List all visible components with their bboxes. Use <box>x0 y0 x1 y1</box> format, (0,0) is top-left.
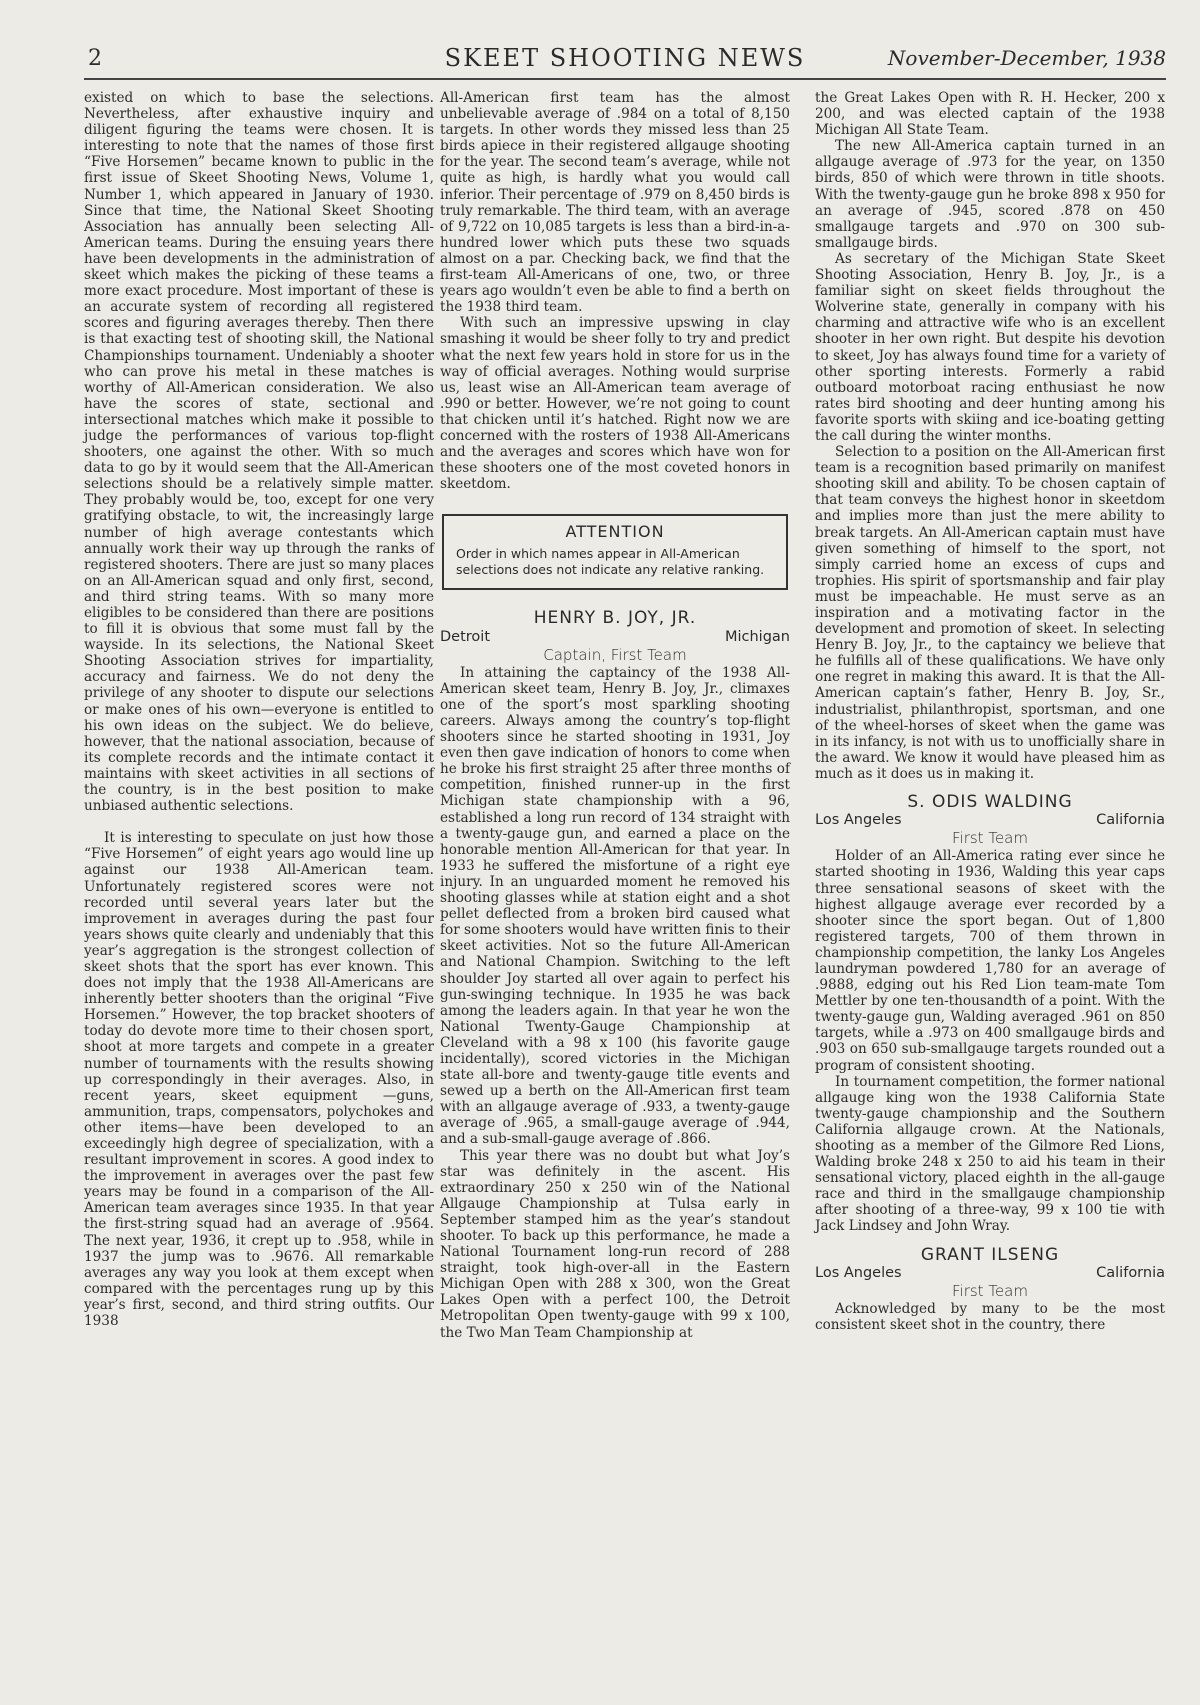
shooter-state: California <box>1096 1264 1165 1281</box>
shooter-state: Michigan <box>724 628 790 645</box>
paragraph: Selection to a position on the All-American first team is a recognition based primarily on manifest shooting skill and ability. To be chosen captain of that team conveys the highest honor in skeetdom and implies more than just the mere ability to break targets. An All-American captain must have given something of himself to the sport, not simply carried home an excess of cups and trophies. His spirit of sportsmanship and fair play must be impeachable. He must serve as an inspiration and a motivating factor in the development and promotion of skeet. In selecting Henry B. Joy, Jr., to the captaincy we believe that he fulfills all of these qualifications. We have only one regret in making this award. It is that the All-American captain’s father, Henry B. Joy, Sr., industrialist, philanthropist, sportsman, and one of the wheel-horses of skeet when the game was in its infancy, is not with us to unofficially share in the award. We know it would have pleased him as much as it does us in making it. <box>815 444 1165 782</box>
shooter-name: S. ODIS WALDING <box>907 792 1073 813</box>
paragraph: the Great Lakes Open with R. H. Hecker, 200 x 200, and was elected captain of the 1938 Michigan All State Team. <box>815 90 1165 139</box>
shooter-name: HENRY B. JOY, JR. <box>533 608 697 629</box>
paragraph: In attaining the captaincy of the 1938 All-American skeet team, Henry B. Joy, Jr., climaxes one of the sport’s most sparkling shooting careers. Always among the country’s top-flight shooters since he started shooting in 1931, Joy even then gave indication of honors to come when he broke his first straight 25 after three months of competition, finished runner-up in the first Michigan state championship with a 96, established a long run record of 134 straight with a twenty-gauge gun, and earned a place on the honorable mention All-American for that year. In 1933 he suffered the misfortune of a right eye injury. In an unguarded moment he removed his shooting glasses while at station eight and a shot pellet deflected from a broken bird caused what for some shooters would have written finis to their skeet activities. Not so the future All-American and National Champion. Switching to the left shoulder Joy started all over again to perfect his gun-swinging technique. In 1935 he was back among the leaders again. In that year he won the National Twenty-Gauge Championship at Cleveland with a 98 x 100 (his favorite gauge incidentally), scored victories in the Michigan state all-bore and twenty-gauge title events and sewed up a berth on the All-American first team with an allgauge average of .933, a twenty-gauge average of .965, a small-gauge average of .944, and a sub-small-gauge average of .866. <box>440 664 790 1148</box>
paragraph: Acknowledged by many to be the most consistent skeet shot in the country, there <box>815 1300 1165 1333</box>
column-1 <box>84 90 434 1329</box>
shooter-city: Detroit <box>440 628 490 645</box>
column-2 <box>440 90 790 1341</box>
shooter-location <box>440 629 790 645</box>
shooter-location <box>815 812 1165 828</box>
shooter-name: GRANT ILSENG <box>920 1244 1060 1265</box>
paragraph: With such an impressive upswing in clay smashing it would be sheer folly to try and predict what the next few years hold in store for us in the way of official averages. Nothing would surprise us, least wise an All-American team average of .990 or better. However, we’re not going to count that chicken until it’s hatched. Right now we are concerned with the rosters of 1938 All-Americans and the averages and scores which have won for these shooters one of the most coveted honors in skeetdom. <box>440 315 790 493</box>
column-3 <box>815 90 1165 1333</box>
paragraph: It is interesting to speculate on just how those “Five Horsemen” of eight years ago would line up against our 1938 All-American team. Unfortunately registered scores were not recorded until several years later but the improvement in averages during the past four years shows quite clearly and undeniably that this year’s aggregation is the strongest collection of skeet shots that the sport has ever known. This does not imply that the 1938 All-Americans are inherently better shooters than the original “Five Horsemen.” However, the top bracket shooters of today do devote more time to their chosen sport, shoot at more targets and compete in a greater number of tournaments with the results showing up correspondingly in their averages. Also, in recent years, skeet equipment —guns, ammunition, traps, compensators, polychokes and other items—have been developed to an exceedingly high degree of specialization, with a resultant improvement in scores. A good index to the improvement in averages over the past few years may be found in a comparison of the All-American team averages since 1935. In that year the first-string squad had an average of .9564. The next year, 1936, it crept up to .958, while in 1937 the jump was to .9676. All remarkable averages any way you look at them except when compared with the percentages rung up by this year’s first, second, and third string outfits. Our 1938 <box>84 830 434 1330</box>
paragraph: The new All-America captain turned in an allgauge average of .973 for the year, on 1350 birds, 850 of which were thrown in title shoots. With the twenty-gauge gun he broke 898 x 950 for an average of .945, scored .878 on 450 smallgauge targets and .970 on 300 sub-smallgauge birds. <box>815 138 1165 251</box>
shooter-position: First Team <box>952 1281 1028 1300</box>
shooter-city: Los Angeles <box>815 1264 902 1281</box>
page-header <box>84 40 1166 80</box>
shooter-position: Captain, First Team <box>543 645 687 664</box>
publication-title: SKEET SHOOTING NEWS <box>444 44 806 72</box>
paragraph: This year there was no doubt but what Joy’s star was definitely in the ascent. His extraordinary 250 x 250 win of the National Allgauge Championship at Tulsa early in September stamped him as the year’s standout shooter. To back up this performance, he made a National Tournament long-run record of 288 straight, took high-over-all in the Eastern Michigan Open with 288 x 300, won the Great Lakes Open with a perfect 100, the Detroit Metropolitan Open twenty-gauge with 99 x 100, the Two Man Team Championship at <box>440 1147 790 1341</box>
paragraph: Holder of an All-America rating ever since he started shooting in 1936, Walding this year caps three sensational seasons of skeet with the highest allgauge average ever recorded by a shooter since the sport began. Out of 1,800 registered targets, 700 of them thrown in championship competition, the lanky Los Angeles laundryman powdered 1,780 for an average of .9888, edging out his Red Lion team-mate Tom Mettler by one ten-thousandth of a point. With the twenty-gauge gun, Walding averaged .961 on 850 targets, while a .973 on 400 smallgauge birds and .903 on 650 sub-smallgauge targets rounded out a program of consistent shooting. <box>815 848 1165 1074</box>
attention-title: ATTENTION <box>565 522 665 542</box>
paragraph: In tournament competition, the former national allgauge king won the 1938 California State twenty-gauge championship and the Southern California allgauge crown. At the Nationals, shooting as a member of the Gilmore Red Lions, Walding broke 248 x 250 to aid his team in their sensational victory, placed eighth in the all-gauge race and third in the smallgauge championship after shooting of a three-way, 99 x 100 tie with Jack Lindsey and John Wray. <box>815 1073 1165 1235</box>
section-heading-ilseng <box>815 1244 1165 1300</box>
shooter-state: California <box>1096 812 1165 829</box>
shooter-location <box>815 1265 1165 1281</box>
paragraph: All-American first team has the almost unbelievable average of .984 on a total of 8,150 targets. In other words they missed less than 25 birds apiece in their registered allgauge shooting for the year. The second team’s average, while not quite as high, is hardly what you would call inferior. Their percentage of .979 on 8,450 birds is truly remarkable. The third team, with an average of 9,722 on 10,085 targets is less than a bird-in-a-hundred lower which puts these two squads almost on a par. Checking back, we find that the first-team All-Americans of one, two, or three years ago wouldn’t even be able to find a berth on the 1938 third team. <box>440 90 790 316</box>
shooter-position: First Team <box>952 829 1028 848</box>
attention-box <box>442 514 788 590</box>
issue-date: November-December, 1938 <box>887 46 1166 70</box>
paragraph: existed on which to base the selections. Nevertheless, after exhaustive inquiry and diligent figuring the teams were chosen. It is interesting to note that the names of those first “Five Horsemen” became known to public in the first issue of Skeet Shooting News, Volume 1, Number 1, which appeared in January of 1930. Since that time, the National Skeet Shooting Association has annually been selecting All-American teams. During the ensuing years there have been developments in the administration of skeet which makes the picking of these teams a more exact procedure. Most important of these is an accurate system of recording all registered scores and figuring averages thereby. Then there is that exacting test of shooting skill, the National Championships tournament. Undeniably a shooter who can prove his metal in these matches is worthy of All-American consideration. We also have the scores of state, sectional and intersectional matches which make it possible to judge the performances of various top-flight shooters, one against the other. With so much data to go by it would seem that the All-American selections should be a relatively simple matter. They probably would be, too, except for one very gratifying obstacle, to wit, the increasingly large number of high average contestants which annually work their way up through the ranks of registered shooters. There are just so many places on an All-American squad and only first, second, and third string teams. With so many more eligibles to be considered than there are positions to fill it is obvious that some must fall by the wayside. In its selections, the National Skeet Shooting Association strives for impartiality, accuracy and fairness. We do not deny the privilege of any shooter to dispute our selections or make ones of his own—everyone is entitled to his own ideas on the subject. We do believe, however, that the national association, because of its complete records and the intimate contact it maintains with skeet activities in all sections of the country, is in the best position to make unbiased authentic selections. <box>84 90 434 815</box>
section-heading-walding <box>815 794 1165 846</box>
shooter-city: Los Angeles <box>815 812 902 829</box>
paragraph: As secretary of the Michigan State Skeet Shooting Association, Henry B. Joy, Jr., is a familiar sight on skeet fields throughout the Wolverine state, generally in company with his charming and attractive wife who is an excellent shooter in her own right. But despite his devotion to skeet, Joy has always found time for a variety of other sporting interests. Formerly a rabid outboard motorboat racing enthusiast he now rates bird shooting and deer hunting among his favorite sports with skiing and ice-boating getting the call during the winter months. <box>815 250 1165 444</box>
section-heading-joy <box>440 610 790 662</box>
page-number: 2 <box>88 46 102 71</box>
attention-text: Order in which names appear in All-American selections does not indicate any relative ranking. <box>456 546 765 578</box>
